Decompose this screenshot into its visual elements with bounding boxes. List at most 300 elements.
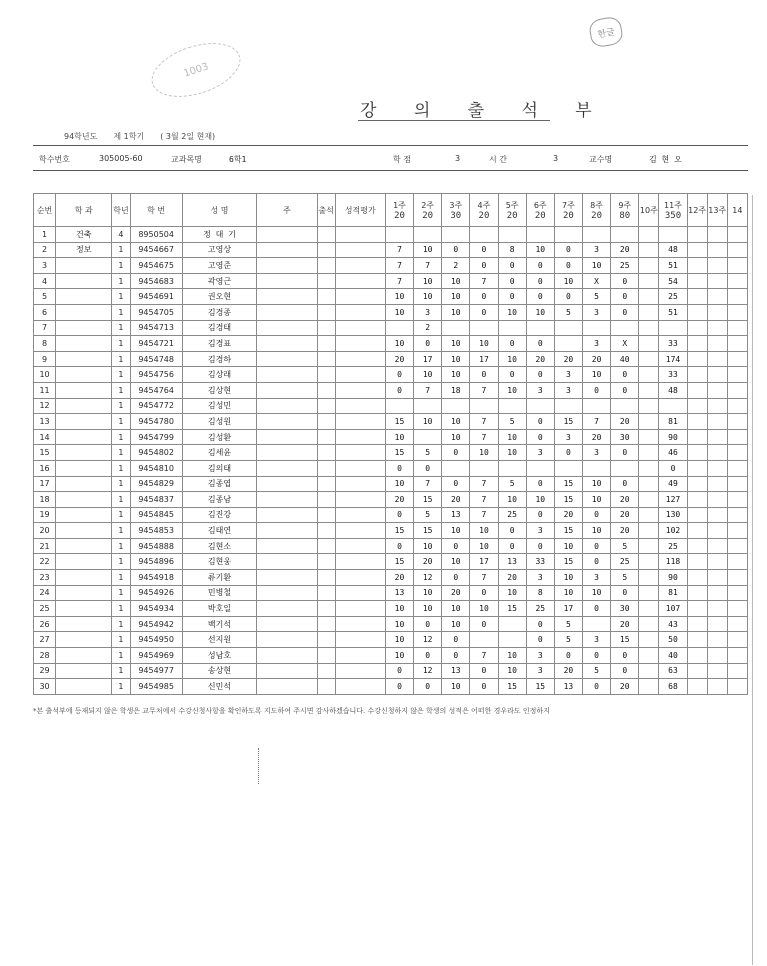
- row-attendance: [317, 554, 335, 570]
- row-week-10-score: [639, 304, 659, 320]
- row-week-9-score: 0: [611, 273, 639, 289]
- row-grade-eval: [335, 398, 385, 414]
- week-label: 14: [732, 205, 743, 215]
- row-week-6-score: [526, 460, 554, 476]
- row-week-8-score: 0: [583, 507, 611, 523]
- row-week-4-score: 17: [470, 554, 498, 570]
- row-week-9-score: 20: [611, 523, 639, 539]
- row-name: 김의태: [182, 460, 256, 476]
- row-week-6-score: 20: [526, 351, 554, 367]
- row-attendance: [317, 382, 335, 398]
- row-dept: [56, 429, 112, 445]
- row-name: 류기환: [182, 570, 256, 586]
- row-week-9-score: 0: [611, 648, 639, 664]
- row-week-8-score: 20: [583, 429, 611, 445]
- row-no: 1: [34, 227, 56, 243]
- row-week-9-score: 25: [611, 554, 639, 570]
- row-week-4-score: 0: [470, 289, 498, 305]
- row-week-3-score: 10: [442, 601, 470, 617]
- stamp-number: 1003: [182, 60, 210, 80]
- row-week-13-score: [707, 616, 727, 632]
- row-week-7-score: 20: [554, 507, 582, 523]
- row-week-9-score: 0: [611, 445, 639, 461]
- row-week-3-score: 10: [442, 336, 470, 352]
- student-rows: [34, 227, 748, 695]
- row-no: 18: [34, 492, 56, 508]
- row-week-2-score: 10: [414, 289, 442, 305]
- row-student-id: 9454764: [130, 382, 182, 398]
- row-year: 1: [112, 242, 130, 258]
- row-week-10-score: [639, 289, 659, 305]
- row-week-7-score: 15: [554, 492, 582, 508]
- row-week-6-score: 0: [526, 367, 554, 383]
- row-week-2-score: 12: [414, 663, 442, 679]
- row-name: 민병철: [182, 585, 256, 601]
- row-name: 정 대 기: [182, 227, 256, 243]
- row-name: 박호일: [182, 601, 256, 617]
- row-weekly: [257, 414, 317, 430]
- row-week-2-score: 10: [414, 538, 442, 554]
- row-week-12-score: [687, 616, 707, 632]
- row-attendance: [317, 679, 335, 695]
- row-week-10-score: [639, 242, 659, 258]
- row-week-7-score: 0: [554, 648, 582, 664]
- row-week-5-score: 10: [498, 429, 526, 445]
- row-week-4-score: 7: [470, 648, 498, 664]
- row-week-10-score: [639, 320, 659, 336]
- row-week-2-score: 10: [414, 414, 442, 430]
- row-no: 27: [34, 632, 56, 648]
- row-week-2-score: [414, 227, 442, 243]
- row-week-13-score: [707, 304, 727, 320]
- row-week-4-score: 7: [470, 414, 498, 430]
- row-year: 1: [112, 429, 130, 445]
- row-student-id: 9454683: [130, 273, 182, 289]
- row-week-4-score: 10: [470, 445, 498, 461]
- row-week-11-total: 68: [659, 679, 687, 695]
- row-week-12-score: [687, 227, 707, 243]
- row-grade-eval: [335, 523, 385, 539]
- row-year: 1: [112, 258, 130, 274]
- row-no: 4: [34, 273, 56, 289]
- row-grade-eval: [335, 679, 385, 695]
- row-weekly: [257, 258, 317, 274]
- row-student-id: 9454926: [130, 585, 182, 601]
- row-name: 김경태: [182, 320, 256, 336]
- week-label: 4주: [477, 200, 491, 210]
- row-week-14-score: [727, 632, 747, 648]
- row-year: 1: [112, 616, 130, 632]
- row-week-2-score: 17: [414, 351, 442, 367]
- row-no: 8: [34, 336, 56, 352]
- row-week-12-score: [687, 523, 707, 539]
- row-week-8-score: [583, 320, 611, 336]
- row-week-4-score: [470, 632, 498, 648]
- attendance-table: [33, 193, 748, 695]
- row-dept: [56, 258, 112, 274]
- row-grade-eval: [335, 492, 385, 508]
- row-year: 1: [112, 648, 130, 664]
- row-week-5-score: [498, 616, 526, 632]
- row-week-11-total: 43: [659, 616, 687, 632]
- row-week-11-total: 50: [659, 632, 687, 648]
- row-year: 1: [112, 336, 130, 352]
- row-year: 1: [112, 601, 130, 617]
- row-week-11-total: 25: [659, 289, 687, 305]
- row-week-3-score: 0: [442, 570, 470, 586]
- row-week-9-score: 0: [611, 663, 639, 679]
- row-week-4-score: 0: [470, 304, 498, 320]
- row-week-14-score: [727, 507, 747, 523]
- row-week-8-score: [583, 616, 611, 632]
- row-dept: [56, 414, 112, 430]
- row-week-11-total: 25: [659, 538, 687, 554]
- row-week-11-total: 107: [659, 601, 687, 617]
- row-week-8-score: 3: [583, 242, 611, 258]
- week-label: 6주: [533, 200, 547, 210]
- row-name: 김성원: [182, 414, 256, 430]
- row-attendance: [317, 616, 335, 632]
- row-week-6-score: 3: [526, 382, 554, 398]
- col-week-10: [639, 194, 659, 227]
- row-week-14-score: [727, 367, 747, 383]
- row-weekly: [257, 242, 317, 258]
- row-attendance: [317, 414, 335, 430]
- col-attendance: 출석: [317, 194, 335, 227]
- row-week-2-score: 0: [414, 648, 442, 664]
- row-week-10-score: [639, 258, 659, 274]
- row-week-6-score: 0: [526, 632, 554, 648]
- row-student-id: 9454756: [130, 367, 182, 383]
- row-week-14-score: [727, 538, 747, 554]
- row-week-3-score: 20: [442, 492, 470, 508]
- table-row: [34, 273, 748, 289]
- row-dept: [56, 273, 112, 289]
- row-week-7-score: 15: [554, 476, 582, 492]
- table-row: [34, 414, 748, 430]
- row-week-13-score: [707, 429, 727, 445]
- row-weekly: [257, 367, 317, 383]
- row-week-1-score: 7: [385, 258, 413, 274]
- as-of-date: ( 3월 2일 현재): [160, 132, 216, 141]
- row-no: 29: [34, 663, 56, 679]
- row-weekly: [257, 382, 317, 398]
- row-weekly: [257, 320, 317, 336]
- row-week-14-score: [727, 304, 747, 320]
- row-week-3-score: 10: [442, 273, 470, 289]
- row-attendance: [317, 601, 335, 617]
- row-week-4-score: 7: [470, 273, 498, 289]
- row-week-12-score: [687, 445, 707, 461]
- row-week-10-score: [639, 648, 659, 664]
- week-mark: 20: [422, 210, 434, 221]
- row-year: 1: [112, 632, 130, 648]
- row-week-8-score: 3: [583, 336, 611, 352]
- row-week-3-score: 10: [442, 679, 470, 695]
- row-dept: 건축: [56, 227, 112, 243]
- row-dept: [56, 351, 112, 367]
- row-dept: [56, 570, 112, 586]
- row-attendance: [317, 585, 335, 601]
- row-week-14-score: [727, 336, 747, 352]
- row-week-7-score: 15: [554, 414, 582, 430]
- row-name: 김태연: [182, 523, 256, 539]
- row-week-6-score: 3: [526, 648, 554, 664]
- row-week-2-score: 0: [414, 679, 442, 695]
- row-dept: [56, 632, 112, 648]
- row-week-3-score: [442, 460, 470, 476]
- corner-stamp: [588, 15, 624, 48]
- row-year: 1: [112, 367, 130, 383]
- table-header: [34, 194, 748, 227]
- row-week-1-score: 10: [385, 616, 413, 632]
- row-week-5-score: [498, 320, 526, 336]
- row-weekly: [257, 601, 317, 617]
- row-week-14-score: [727, 242, 747, 258]
- row-week-11-total: 102: [659, 523, 687, 539]
- row-week-11-total: 51: [659, 304, 687, 320]
- row-week-1-score: [385, 227, 413, 243]
- row-week-12-score: [687, 663, 707, 679]
- col-name: 성 명: [182, 194, 256, 227]
- row-week-8-score: 0: [583, 538, 611, 554]
- row-week-12-score: [687, 242, 707, 258]
- academic-year: 94학년도: [64, 132, 98, 141]
- row-week-2-score: 12: [414, 570, 442, 586]
- row-week-5-score: 13: [498, 554, 526, 570]
- row-attendance: [317, 507, 335, 523]
- row-year: 1: [112, 679, 130, 695]
- row-week-6-score: 10: [526, 304, 554, 320]
- row-week-1-score: 0: [385, 460, 413, 476]
- table-row: [34, 336, 748, 352]
- col-week-1: [385, 194, 413, 227]
- row-dept: 정보: [56, 242, 112, 258]
- row-week-14-score: [727, 616, 747, 632]
- row-week-13-score: [707, 507, 727, 523]
- week-label: 2주: [421, 200, 435, 210]
- row-student-id: 8950504: [130, 227, 182, 243]
- row-dept: [56, 648, 112, 664]
- row-week-5-score: 10: [498, 663, 526, 679]
- row-weekly: [257, 507, 317, 523]
- row-grade-eval: [335, 632, 385, 648]
- row-week-13-score: [707, 273, 727, 289]
- row-week-3-score: 0: [442, 445, 470, 461]
- col-week-11: [659, 194, 687, 227]
- row-week-5-score: 0: [498, 289, 526, 305]
- row-week-13-score: [707, 632, 727, 648]
- row-year: 1: [112, 570, 130, 586]
- row-week-7-score: 3: [554, 382, 582, 398]
- row-weekly: [257, 538, 317, 554]
- row-week-1-score: 10: [385, 476, 413, 492]
- row-attendance: [317, 538, 335, 554]
- col-dept: 학 과: [56, 194, 112, 227]
- row-name: 김성환: [182, 429, 256, 445]
- row-week-13-score: [707, 492, 727, 508]
- row-grade-eval: [335, 445, 385, 461]
- row-week-10-score: [639, 679, 659, 695]
- row-week-1-score: 20: [385, 492, 413, 508]
- week-label: 8주: [590, 200, 603, 210]
- row-week-5-score: 10: [498, 648, 526, 664]
- row-week-6-score: 33: [526, 554, 554, 570]
- row-no: 25: [34, 601, 56, 617]
- row-name: 권오현: [182, 289, 256, 305]
- row-week-8-score: 5: [583, 289, 611, 305]
- row-year: 1: [112, 414, 130, 430]
- hours-label: 시 간: [489, 155, 507, 164]
- row-attendance: [317, 648, 335, 664]
- row-week-5-score: [498, 460, 526, 476]
- row-week-4-score: 10: [470, 538, 498, 554]
- row-student-id: 9454799: [130, 429, 182, 445]
- row-week-14-score: [727, 429, 747, 445]
- row-week-9-score: [611, 460, 639, 476]
- row-week-14-score: [727, 258, 747, 274]
- row-week-7-score: 17: [554, 601, 582, 617]
- col-week-13: [707, 194, 727, 227]
- row-week-11-total: 54: [659, 273, 687, 289]
- row-week-3-score: 13: [442, 663, 470, 679]
- row-week-1-score: 0: [385, 538, 413, 554]
- row-week-12-score: [687, 351, 707, 367]
- row-name: 김상래: [182, 367, 256, 383]
- row-week-11-total: 49: [659, 476, 687, 492]
- row-week-8-score: 10: [583, 585, 611, 601]
- row-week-1-score: 7: [385, 242, 413, 258]
- row-student-id: 9454748: [130, 351, 182, 367]
- row-week-12-score: [687, 554, 707, 570]
- row-week-1-score: 7: [385, 273, 413, 289]
- table-row: [34, 367, 748, 383]
- row-week-11-total: 48: [659, 242, 687, 258]
- row-week-1-score: 13: [385, 585, 413, 601]
- row-week-13-score: [707, 320, 727, 336]
- row-week-13-score: [707, 601, 727, 617]
- row-attendance: [317, 227, 335, 243]
- row-grade-eval: [335, 289, 385, 305]
- row-week-12-score: [687, 507, 707, 523]
- col-week-3: [442, 194, 470, 227]
- row-year: 1: [112, 304, 130, 320]
- table-row: [34, 585, 748, 601]
- page-edge: [752, 195, 753, 965]
- row-week-2-score: 2: [414, 320, 442, 336]
- week-mark: 30: [450, 210, 462, 221]
- row-no: 2: [34, 242, 56, 258]
- row-week-2-score: 10: [414, 273, 442, 289]
- row-grade-eval: [335, 258, 385, 274]
- row-week-6-score: [526, 398, 554, 414]
- row-week-13-score: [707, 289, 727, 305]
- row-no: 16: [34, 460, 56, 476]
- col-grade-eval: 성적평가: [335, 194, 385, 227]
- row-week-12-score: [687, 398, 707, 414]
- row-year: 1: [112, 382, 130, 398]
- row-week-1-score: 0: [385, 679, 413, 695]
- row-dept: [56, 398, 112, 414]
- week-mark: 80: [619, 210, 631, 221]
- row-week-7-score: 10: [554, 570, 582, 586]
- row-attendance: [317, 460, 335, 476]
- row-week-2-score: 20: [414, 554, 442, 570]
- row-week-4-score: [470, 460, 498, 476]
- row-attendance: [317, 289, 335, 305]
- row-week-5-score: 5: [498, 414, 526, 430]
- row-week-1-score: 10: [385, 336, 413, 352]
- row-week-4-score: 7: [470, 570, 498, 586]
- col-week-8: [583, 194, 611, 227]
- row-week-14-score: [727, 523, 747, 539]
- row-week-8-score: 10: [583, 476, 611, 492]
- row-week-10-score: [639, 382, 659, 398]
- course-code-label: 학수번호: [39, 155, 70, 164]
- row-week-7-score: 10: [554, 538, 582, 554]
- row-week-10-score: [639, 523, 659, 539]
- row-student-id: 9454950: [130, 632, 182, 648]
- row-no: 30: [34, 679, 56, 695]
- row-year: 1: [112, 554, 130, 570]
- subject-name: 6학1: [229, 155, 247, 164]
- row-week-4-score: 0: [470, 367, 498, 383]
- row-week-8-score: 10: [583, 523, 611, 539]
- row-week-3-score: 10: [442, 289, 470, 305]
- row-week-6-score: 0: [526, 258, 554, 274]
- row-week-3-score: 0: [442, 648, 470, 664]
- row-week-12-score: [687, 304, 707, 320]
- row-week-14-score: [727, 663, 747, 679]
- row-year: 1: [112, 585, 130, 601]
- row-week-8-score: 0: [583, 648, 611, 664]
- row-week-11-total: [659, 227, 687, 243]
- row-week-14-score: [727, 648, 747, 664]
- row-name: 김경하: [182, 351, 256, 367]
- row-name: 곽영근: [182, 273, 256, 289]
- row-week-12-score: [687, 679, 707, 695]
- row-week-4-score: 7: [470, 429, 498, 445]
- row-week-12-score: [687, 273, 707, 289]
- row-grade-eval: [335, 227, 385, 243]
- table-row: [34, 258, 748, 274]
- row-week-12-score: [687, 601, 707, 617]
- row-name: 김상현: [182, 382, 256, 398]
- row-week-11-total: [659, 398, 687, 414]
- row-weekly: [257, 554, 317, 570]
- row-week-4-score: 0: [470, 242, 498, 258]
- col-no: 순번: [34, 194, 56, 227]
- row-week-10-score: [639, 367, 659, 383]
- row-week-1-score: 10: [385, 632, 413, 648]
- row-attendance: [317, 351, 335, 367]
- row-grade-eval: [335, 336, 385, 352]
- row-week-10-score: [639, 616, 659, 632]
- row-week-13-score: [707, 242, 727, 258]
- row-name: 김세윤: [182, 445, 256, 461]
- row-student-id: 9454667: [130, 242, 182, 258]
- row-year: 1: [112, 460, 130, 476]
- row-week-10-score: [639, 460, 659, 476]
- row-name: 김현소: [182, 538, 256, 554]
- table-row: [34, 227, 748, 243]
- row-week-13-score: [707, 538, 727, 554]
- row-week-12-score: [687, 320, 707, 336]
- col-week-5: [498, 194, 526, 227]
- row-weekly: [257, 476, 317, 492]
- row-week-10-score: [639, 445, 659, 461]
- row-weekly: [257, 336, 317, 352]
